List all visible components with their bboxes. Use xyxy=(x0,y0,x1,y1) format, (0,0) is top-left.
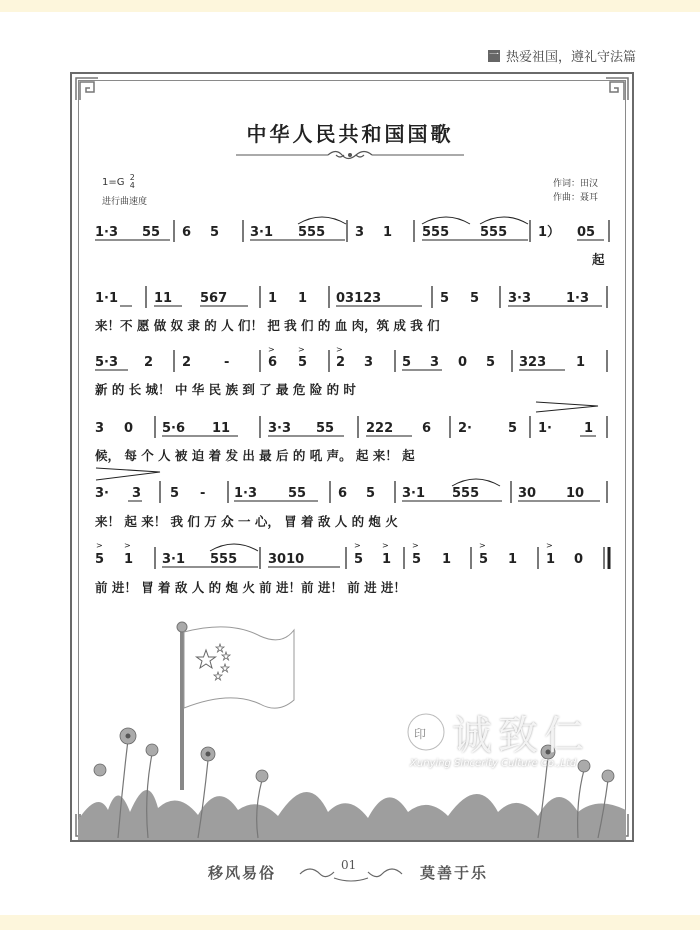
section-title: 热爱祖国，遵礼守法篇 xyxy=(505,50,636,65)
lyric-line: 候， 每 个 人 被 迫 着 发 出 最 后 的 吼 声。 起 来！ 起 xyxy=(95,448,415,463)
note-group: 3· xyxy=(95,486,109,501)
svg-text:>: > xyxy=(479,541,486,550)
note-group: 5 xyxy=(508,421,518,436)
note-group: 6 xyxy=(182,225,192,240)
note-group: 1 xyxy=(268,291,278,306)
note-group: 1 xyxy=(546,552,556,567)
svg-text:>: > xyxy=(412,541,419,550)
note-group: 6 xyxy=(268,355,278,370)
note-group: 3 xyxy=(95,421,105,436)
note-group: 3 xyxy=(364,355,374,370)
score-line-4 xyxy=(95,402,607,463)
svg-text:>: > xyxy=(124,541,131,550)
note-group: 3 xyxy=(355,225,365,240)
svg-text:>: > xyxy=(382,541,389,550)
note-group: 555 xyxy=(452,486,480,501)
svg-text:>: > xyxy=(546,541,553,550)
note-group: 222 xyxy=(366,421,394,436)
note-group: 2 xyxy=(144,355,154,370)
note-group: 5 xyxy=(366,486,376,501)
note-group: 5 xyxy=(402,355,412,370)
note-group: 555 xyxy=(422,225,450,240)
note-group: 1） xyxy=(538,225,561,240)
note-group: 1·3 xyxy=(566,291,590,306)
note-group: 0 xyxy=(574,552,584,567)
note-group: 1·3 xyxy=(234,486,258,501)
footer-left-motto: 移风易俗 xyxy=(208,864,277,882)
note-group: 1 xyxy=(508,552,518,567)
note-group: 5 xyxy=(210,225,220,240)
note-group: 05 xyxy=(577,225,596,240)
lyric-line: 新 的 长 城！ 中 华 民 族 到 了 最 危 险 的 时 xyxy=(95,382,356,397)
svg-text:>: > xyxy=(336,345,343,354)
note-group: 3·3 xyxy=(508,291,532,306)
note-group: 55 xyxy=(288,486,307,501)
note-group: 0 xyxy=(124,421,134,436)
note-group: 5 xyxy=(170,486,180,501)
note-group: 1 xyxy=(576,355,586,370)
note-group: 5·3 xyxy=(95,355,119,370)
note-group: 555 xyxy=(210,552,238,567)
note-group: 03123 xyxy=(336,291,382,306)
page-number: 01 xyxy=(341,858,357,872)
note-group: 3 xyxy=(132,486,142,501)
note-group: 323 xyxy=(519,355,547,370)
composer-credit: 作曲：聂耳 xyxy=(553,193,599,203)
svg-text:>: > xyxy=(268,345,275,354)
score-line-2 xyxy=(95,286,607,333)
note-group: 3010 xyxy=(268,552,305,567)
note-group: 11 xyxy=(154,291,173,306)
svg-text:>: > xyxy=(298,345,305,354)
note-group: 3·3 xyxy=(268,421,292,436)
note-group: 30 xyxy=(518,486,537,501)
national-flag-illustration xyxy=(170,620,310,800)
note-group: 555 xyxy=(480,225,508,240)
note-group: 3·1 xyxy=(162,552,186,567)
note-group: 1·1 xyxy=(95,291,119,306)
footer-right-motto: 莫善于乐 xyxy=(420,864,489,882)
note-group: 5·6 xyxy=(162,421,186,436)
note-group: 2 xyxy=(336,355,346,370)
svg-text:印: 印 xyxy=(414,727,427,741)
section-marker-icon: 一 xyxy=(488,49,499,61)
note-group: 2· xyxy=(458,421,472,436)
note-group: 10 xyxy=(566,486,585,501)
lyric-line: 起 xyxy=(592,252,605,267)
note-group: 1 xyxy=(124,552,134,567)
svg-text:>: > xyxy=(96,541,103,550)
lyric-line: 来！不 愿 做 奴 隶 的 人 们！ 把 我 们 的 血 肉，筑 成 我 们 xyxy=(95,318,440,333)
lyric-line: 来！ 起 来！ 我 们 万 众 一 心， 冒 着 敌 人 的 炮 火 xyxy=(95,514,398,529)
note-group: 1· xyxy=(538,421,552,436)
watermark-logo-text: 诚致仁 xyxy=(452,713,590,759)
key-label: 1=G xyxy=(102,177,125,188)
score-line-6 xyxy=(95,541,609,595)
note-group: 5 xyxy=(440,291,450,306)
time-top: 2 xyxy=(129,173,135,182)
note-group: 55 xyxy=(142,225,161,240)
note-group: 3 xyxy=(430,355,440,370)
lyricist-credit: 作词：田汉 xyxy=(553,179,599,189)
note-group: 1 xyxy=(382,552,392,567)
note-group: 5 xyxy=(354,552,364,567)
note-group: 3·1 xyxy=(250,225,274,240)
score-line-5 xyxy=(95,468,607,529)
note-group: 1 xyxy=(383,225,393,240)
note-group: 1 xyxy=(298,291,308,306)
time-bottom: 4 xyxy=(129,181,135,190)
tempo-marking: 进行曲速度 xyxy=(102,197,148,207)
note-group: 5 xyxy=(95,552,105,567)
note-group: 6 xyxy=(338,486,348,501)
note-group: 5 xyxy=(412,552,422,567)
svg-text:>: > xyxy=(354,541,361,550)
lyric-line: 前 进！ 冒 着 敌 人 的 炮 火 前 进！前 进！ 前 进 进！ xyxy=(95,580,406,595)
note-group: 11 xyxy=(212,421,231,436)
note-group: 2 xyxy=(182,355,192,370)
note-group: 1 xyxy=(442,552,452,567)
note-group: 0 xyxy=(458,355,468,370)
note-group: 5 xyxy=(479,552,489,567)
note-group: - xyxy=(200,486,206,501)
watermark-subtitle: Xunying Sincerity Culture Co.,Ltd xyxy=(410,758,577,769)
note-group: 6 xyxy=(422,421,432,436)
song-title: 中华人民共和国国歌 xyxy=(246,122,454,146)
note-group: - xyxy=(224,355,230,370)
note-group: 3·1 xyxy=(402,486,426,501)
note-group: 1·3 xyxy=(95,225,119,240)
note-group: 1 xyxy=(584,421,594,436)
note-group: 5 xyxy=(470,291,480,306)
note-group: 555 xyxy=(298,225,326,240)
note-group: 55 xyxy=(316,421,335,436)
score-line-1 xyxy=(95,217,609,267)
note-group: 567 xyxy=(200,291,228,306)
note-group: 5 xyxy=(298,355,308,370)
note-group: 5 xyxy=(486,355,496,370)
score-line-3 xyxy=(95,345,607,397)
